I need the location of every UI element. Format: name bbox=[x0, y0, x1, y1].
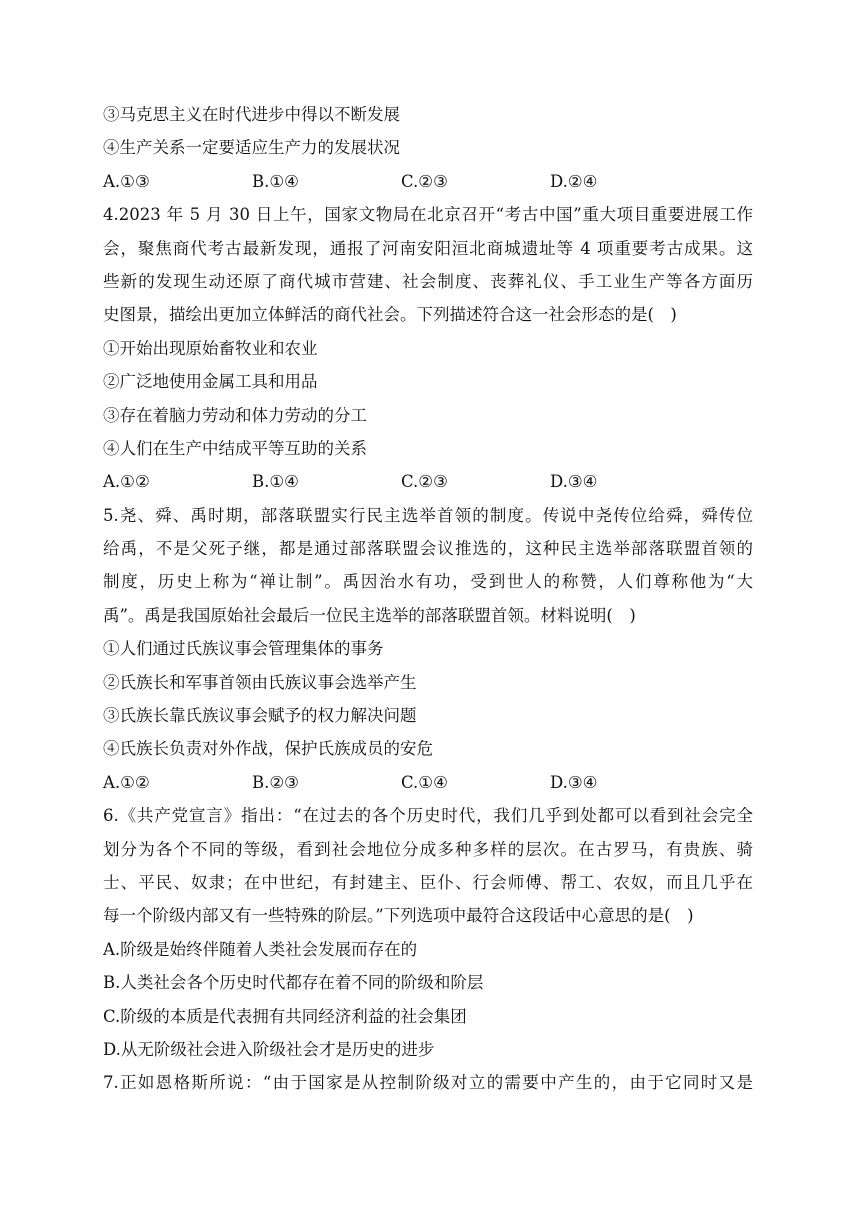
q3-option-a: A.①③ bbox=[103, 171, 150, 191]
q5-item-4: ④氏族长负责对外作战，保护氏族成员的安危 bbox=[103, 739, 433, 759]
q4-options bbox=[103, 465, 753, 498]
q4-option-b: B.①④ bbox=[252, 472, 299, 492]
q6-stem-line-2: 划分为各个不同的等级，看到社会地位分成多种多样的层次。在古罗马，有贵族、骑 bbox=[103, 839, 753, 859]
q4-option-c: C.②③ bbox=[401, 472, 448, 492]
q5-item-1: ①人们通过氏族议事会管理集体的事务 bbox=[103, 639, 384, 659]
q5-item-3: ③氏族长靠氏族议事会赋予的权力解决问题 bbox=[103, 706, 417, 726]
q5-option-c: C.①④ bbox=[401, 772, 448, 792]
q4-item-4: ④人们在生产中结成平等互助的关系 bbox=[103, 438, 367, 458]
question-7 bbox=[103, 1066, 753, 1099]
q3-item-3: ③马克思主义在时代进步中得以不断发展 bbox=[103, 105, 400, 124]
q6-choice-a: A.阶级是始终伴随着人类社会发展而存在的 bbox=[103, 939, 418, 959]
q7-stem-line-1: 7.正如恩格斯所说：“由于国家是从控制阶级对立的需要中产生的，由于它同时又是 bbox=[103, 1073, 753, 1093]
q4-item-3: ③存在着脑力劳动和体力劳动的分工 bbox=[103, 405, 367, 425]
exam-page bbox=[103, 98, 753, 1100]
q4-option-d: D.③④ bbox=[550, 472, 598, 492]
q3-item-4: ④生产关系一定要适应生产力的发展状况 bbox=[103, 138, 400, 158]
q5-option-a: A.①② bbox=[103, 772, 150, 792]
q5-option-d: D.③④ bbox=[550, 772, 598, 792]
q4-stem-line-3: 些新的发现生动还原了商代城市营建、社会制度、丧葬礼仪、手工业生产等各方面历 bbox=[103, 271, 753, 291]
question-5 bbox=[103, 499, 753, 800]
q3-options bbox=[103, 165, 753, 198]
q4-stem-line-1: 4.2023 年 5 月 30 日上午，国家文物局在北京召开“考古中国”重大项目重要进展工作 bbox=[103, 205, 753, 225]
question-4 bbox=[103, 198, 753, 499]
q4-item-2: ②广泛地使用金属工具和用品 bbox=[103, 372, 318, 392]
q3-option-b: B.①④ bbox=[252, 171, 299, 191]
q4-stem-line-2: 会，聚焦商代考古最新发现，通报了河南安阳洹北商城遗址等 4 项重要考古成果。这 bbox=[103, 238, 753, 258]
q5-item-2: ②氏族长和军事首领由氏族议事会选举产生 bbox=[103, 672, 417, 692]
q6-choice-b: B.人类社会各个历史时代都存在着不同的阶级和阶层 bbox=[103, 973, 484, 993]
q5-stem-line-3: 制度，历史上称为“禅让制”。禹因治水有功，受到世人的称赞，人们尊称他为“大 bbox=[103, 572, 753, 592]
q5-option-b: B.②③ bbox=[252, 772, 299, 792]
q6-stem-line-4: 每一个阶级内部又有一些特殊的阶层。”下列选项中最符合这段话中心意思的是( ) bbox=[103, 906, 694, 926]
question-6 bbox=[103, 799, 753, 1066]
q6-stem-line-1: 6.《共产党宣言》指出：“在过去的各个历史时代，我们几乎到处都可以看到社会完全 bbox=[103, 806, 753, 826]
q6-choice-c: C.阶级的本质是代表拥有共同经济利益的社会集团 bbox=[103, 1006, 467, 1026]
q5-stem-line-2: 给禹，不是父死子继，都是通过部落联盟会议推选的，这种民主选举部落联盟首领的 bbox=[103, 539, 753, 559]
q6-choice-d: D.从无阶级社会进入阶级社会才是历史的进步 bbox=[103, 1039, 435, 1059]
q3-option-c: C.②③ bbox=[401, 171, 448, 191]
q4-item-1: ①开始出现原始畜牧业和农业 bbox=[103, 338, 318, 358]
q4-option-a: A.①② bbox=[103, 472, 150, 492]
q3-option-d: D.②④ bbox=[550, 171, 598, 191]
question-3 bbox=[103, 98, 753, 198]
q4-stem-line-4: 史图景，描绘出更加立体鲜活的商代社会。下列描述符合这一社会形态的是( ) bbox=[103, 305, 677, 325]
q6-stem-line-3: 士、平民、奴隶；在中世纪，有封建主、臣仆、行会师傅、帮工、农奴，而且几乎在 bbox=[103, 872, 753, 892]
q5-stem-line-4: 禹”。禹是我国原始社会最后一位民主选举的部落联盟首领。材料说明( ) bbox=[103, 605, 636, 625]
q5-stem-line-1: 5.尧、舜、禹时期，部落联盟实行民主选举首领的制度。传说中尧传位给舜，舜传位 bbox=[103, 505, 753, 525]
q5-options bbox=[103, 766, 753, 799]
